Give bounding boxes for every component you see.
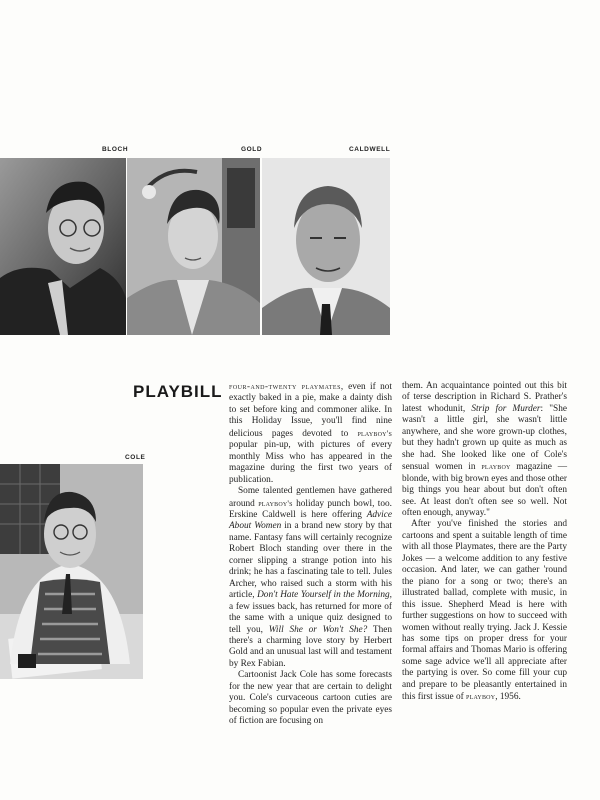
photo-cole [0, 464, 143, 679]
photo-bloch [0, 158, 126, 335]
paragraph-authors: Some talented gentlemen have gathered around playboy's holiday punch bowl, too. Erskine Caldwell is here offering Advice About Women in a brand new story by that name. Fantasy fans will certainly recognize Robert Bloch standing over there in the corner slipping a strange potion into his drink; he has a fascinating tale to tell. Jules Archer, who raised such a storm with his article, Don't Hate Yourself in the Morning, a few issues back, has returned for more of the same with a unique quiz designed to tell you, Will She or Won't She? Then there's a charming love story by Herbert Gold and an unusual last will and testament by Rex Fabian. [229, 486, 393, 669]
paragraph-intro: four-and-twenty playmates, even if not exactly baked in a pie, make a dainty dish to set before king and commoner alike. In this Holiday Issue, you'll find nine delicious pages devoted to playboy's popular pin-up, with pictures of every monthly Miss who has appeared in the magazine during the first two years of publication. [229, 381, 392, 485]
caption-cole: COLE [125, 454, 146, 461]
article-column-1 [229, 381, 392, 728]
photo-gold [127, 158, 260, 335]
paragraph-prather: them. An acquaintance pointed out this bit of terse description in Richard S. Prather's latest whodunit, Strip for Murder: "She wasn't a little girl, she wasn't little anywhere, and she wore grown-up clothes, but they hadn't grown up quite as much as she had. She looked like one of Cole's sensual women in playboy magazine — blonde, with big brown eyes and those other big things you hear about but don't often see. At least don't often see so well. Not often enough, anyway." [402, 381, 567, 518]
paragraph-cole: Cartoonist Jack Cole has some forecasts for the new year that are certain to delight you. Cole's curvaceous cartoon cuties are becoming so popular even the private eyes of fiction are focusing on [229, 670, 392, 727]
caption-gold: GOLD [241, 146, 263, 153]
article-column-2 [402, 381, 567, 704]
caption-bloch: BLOCH [102, 146, 129, 153]
photo-caldwell [262, 158, 390, 335]
paragraph-closing: After you've finished the stories and cartoons and spent a suitable length of time with all those Playmates, there are the Party Jokes — a welcome addition to any festive occasion. And later, we can gather 'round the piano for a song or two; there's an illustrated ballad, complete with music, in this issue. Shepherd Mead is here with further suggestions on how to succeed with women without really trying. Jack J. Kessie has some tips on proper dress for your formal affairs and Thomas Mario is offering some sage advice we'll all appreciate after the partying is over. So come fill your cup and prepare to be pleasantly entertained in this first issue of playboy, 1956. [402, 519, 567, 703]
caption-caldwell: CALDWELL [349, 146, 391, 153]
page-title: PLAYBILL [133, 382, 223, 401]
